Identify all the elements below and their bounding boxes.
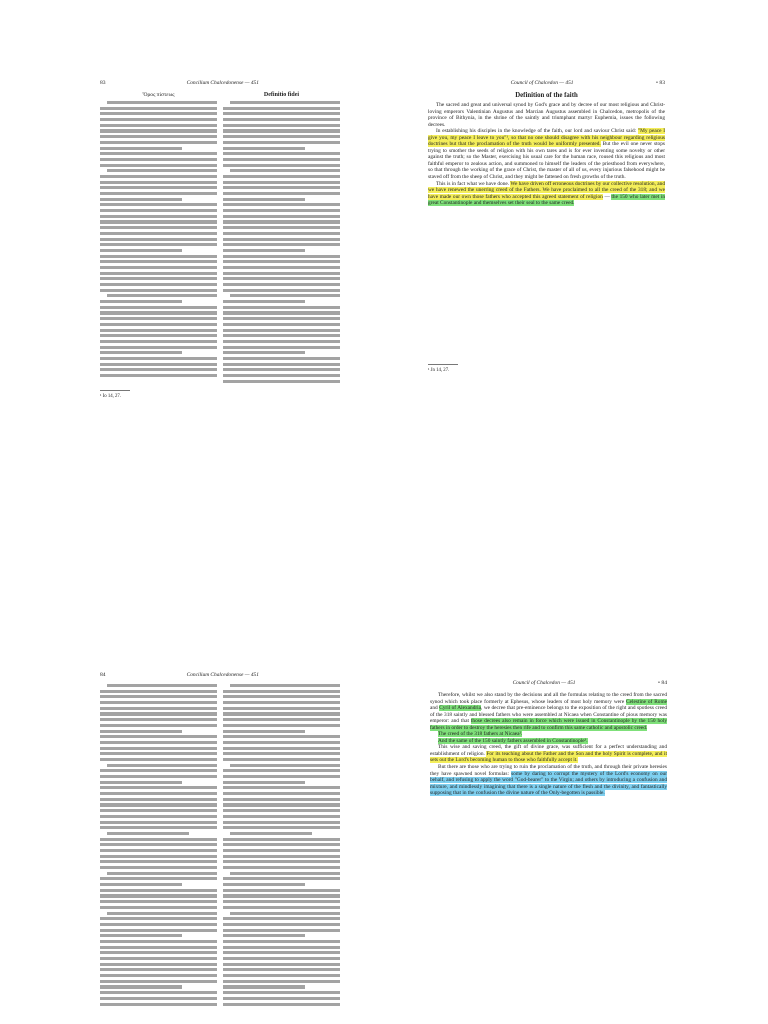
text-line bbox=[100, 974, 217, 977]
text-line bbox=[100, 769, 217, 772]
text-line bbox=[223, 781, 305, 784]
text-line bbox=[223, 175, 340, 178]
text-line bbox=[223, 718, 340, 721]
text-line bbox=[223, 741, 340, 744]
text-line bbox=[223, 129, 340, 132]
text-line bbox=[100, 718, 217, 721]
text-line bbox=[100, 260, 217, 263]
text-line bbox=[100, 135, 217, 138]
text-line bbox=[100, 752, 217, 755]
running-head bbox=[100, 80, 340, 86]
text-line bbox=[230, 872, 340, 875]
text-line bbox=[223, 215, 340, 218]
highlight-yellow: We have driven off erroneous doctrines by our collective resolution, and we have renewed the unerring creed of the Fathers. We have proclaimed to all the creed of the 318; and we have made our own those fathers who accepted this agreed statement of religion bbox=[428, 180, 665, 200]
text-line bbox=[100, 141, 217, 144]
text-line bbox=[223, 974, 340, 977]
page-83-english bbox=[428, 80, 665, 470]
text-line bbox=[107, 832, 189, 835]
text-line bbox=[100, 283, 217, 286]
bilingual-columns bbox=[100, 684, 340, 1006]
text-line bbox=[223, 141, 340, 144]
text-line bbox=[100, 894, 217, 897]
text-line bbox=[223, 380, 340, 383]
text-line bbox=[223, 260, 340, 263]
text-line bbox=[223, 203, 340, 206]
text-line bbox=[100, 690, 217, 693]
text-line bbox=[223, 786, 340, 789]
text-line bbox=[100, 147, 182, 150]
text-line bbox=[223, 877, 340, 880]
greek-column bbox=[100, 684, 217, 1006]
highlight-green: And the same of the 150 saintly fathers assembled in Constantinople³. bbox=[438, 737, 588, 744]
text-line bbox=[100, 792, 217, 795]
text-line bbox=[100, 781, 182, 784]
running-head bbox=[428, 80, 665, 86]
text-line bbox=[223, 329, 340, 332]
text: , we decree that pre-eminence belongs to the exposition of the right and spotless creed of the 318 saintly and blessed fathers who were assembled at Nicaea when Constantine of pious memory was emperor: and that bbox=[430, 705, 667, 725]
text-line bbox=[223, 968, 340, 971]
text-line bbox=[223, 866, 340, 869]
text-line bbox=[223, 803, 340, 806]
text-line bbox=[107, 872, 217, 875]
page-84-greek-latin bbox=[100, 672, 340, 1024]
text: But there are those who are trying to ruin the proclamation of the truth, and through their private heresies they have spawned novel formulas: bbox=[430, 764, 667, 777]
text-line bbox=[100, 118, 217, 121]
text-line bbox=[223, 112, 340, 115]
text-line bbox=[223, 809, 340, 812]
text-line bbox=[223, 300, 305, 303]
text-line bbox=[100, 112, 217, 115]
text-line bbox=[223, 238, 340, 241]
text-line bbox=[223, 923, 340, 926]
text-line bbox=[223, 164, 340, 167]
text-line bbox=[100, 877, 217, 880]
text-line bbox=[223, 900, 340, 903]
text-line bbox=[107, 294, 217, 297]
text-line bbox=[100, 351, 182, 354]
text-line bbox=[100, 838, 217, 841]
text-line bbox=[223, 849, 340, 852]
paragraph-3 bbox=[428, 181, 665, 207]
text-line bbox=[223, 758, 340, 761]
page-number: 83 bbox=[100, 80, 106, 86]
text-line bbox=[223, 940, 340, 943]
footnote-rule bbox=[428, 364, 458, 365]
text-line bbox=[223, 860, 340, 863]
text-line bbox=[223, 889, 340, 892]
greek-column bbox=[100, 92, 217, 383]
text-line bbox=[223, 985, 305, 988]
text-line bbox=[100, 741, 217, 744]
text-line bbox=[100, 889, 217, 892]
text-line bbox=[100, 866, 217, 869]
text-line bbox=[100, 107, 217, 110]
highlight-green: those decrees also remain in force which were issued in Constantinople by the 150 holy fathers in order to destroy the heresies then rife and to confirm this same catholic and apostolic creed. bbox=[430, 718, 667, 731]
text-line bbox=[223, 351, 305, 354]
text-line bbox=[100, 843, 217, 846]
text-line bbox=[100, 951, 217, 954]
greek-text-block bbox=[100, 101, 217, 377]
running-head bbox=[100, 672, 340, 678]
text: and bbox=[430, 705, 440, 712]
text-line bbox=[100, 991, 217, 994]
text-line bbox=[100, 311, 217, 314]
text-line bbox=[100, 815, 217, 818]
text-line bbox=[100, 798, 217, 801]
text-line bbox=[100, 220, 217, 223]
text-line bbox=[100, 906, 217, 909]
text-line bbox=[100, 323, 217, 326]
text-line bbox=[223, 798, 340, 801]
text-line bbox=[100, 277, 217, 280]
text-line bbox=[100, 232, 217, 235]
text-line bbox=[107, 764, 217, 767]
running-title: Concilium Chalcedonense — 451 bbox=[186, 672, 259, 678]
text-line bbox=[223, 226, 340, 229]
text-line bbox=[223, 289, 340, 292]
text-line bbox=[223, 186, 340, 189]
highlight-green: Celestine of Rome bbox=[626, 698, 667, 705]
text-line bbox=[223, 951, 340, 954]
text-line bbox=[100, 900, 217, 903]
text-line bbox=[223, 118, 340, 121]
text-line bbox=[100, 929, 217, 932]
text-line bbox=[100, 803, 217, 806]
text-line bbox=[223, 272, 340, 275]
text: In establishing his disciples in the knowledge of the faith, our lord and saviour Christ said: bbox=[436, 128, 638, 135]
text-line bbox=[100, 747, 217, 750]
text-line bbox=[100, 300, 182, 303]
bilingual-columns bbox=[100, 92, 340, 383]
text-line bbox=[223, 306, 340, 309]
text-line bbox=[223, 135, 340, 138]
text-line bbox=[100, 957, 217, 960]
running-title: Concilium Chalcedonense — 451 bbox=[186, 80, 259, 86]
text-line bbox=[100, 152, 217, 155]
text-line bbox=[100, 923, 217, 926]
text: This wise and saving creed, the gift of divine grace, was sufficient for a perfect understanding and establishment of religion. bbox=[430, 744, 667, 757]
text-line bbox=[100, 849, 217, 852]
text-line bbox=[223, 158, 340, 161]
text-line bbox=[223, 769, 340, 772]
text-line bbox=[230, 832, 312, 835]
page-number: • 84 bbox=[658, 680, 667, 686]
text-line bbox=[223, 735, 340, 738]
highlight-green: the 150 who later met in great Constantinople and themselves set their seal to the same creed. bbox=[428, 193, 665, 207]
text-line bbox=[223, 311, 340, 314]
text-line bbox=[100, 997, 217, 1000]
text-line bbox=[223, 198, 305, 201]
highlight-yellow: For its teaching about the Father and the Son and the holy Spirit is complete, and it sets out the Lord's becoming human to those who faithfully accept it. bbox=[430, 750, 667, 764]
text-line bbox=[107, 101, 217, 104]
text-line bbox=[230, 764, 340, 767]
text-line bbox=[223, 934, 305, 937]
text-line bbox=[223, 695, 340, 698]
page-84-english bbox=[430, 680, 667, 940]
footnote: ¹ Jn 14, 27. bbox=[428, 367, 450, 373]
text-line bbox=[100, 124, 217, 127]
text-line bbox=[223, 701, 340, 704]
text-line bbox=[100, 306, 217, 309]
latin-text-block bbox=[223, 684, 340, 1006]
text-line bbox=[223, 775, 340, 778]
text-line bbox=[223, 724, 340, 727]
text-line bbox=[223, 747, 340, 750]
paragraph-2 bbox=[428, 128, 665, 180]
text-line bbox=[100, 1003, 217, 1006]
text-line bbox=[100, 266, 217, 269]
text: Therefore, whilst we also stand by the decisions and all the formulas relating to the creed from the sacred synod which took place formerly at Ephesus, whose leaders of most holy memory were bbox=[430, 692, 667, 705]
text-line bbox=[230, 169, 340, 172]
text-line bbox=[100, 809, 217, 812]
text-line bbox=[100, 826, 217, 829]
text-line bbox=[100, 340, 217, 343]
page-83-greek-latin bbox=[100, 80, 340, 455]
text-line bbox=[100, 215, 217, 218]
text-line bbox=[100, 934, 182, 937]
text-line bbox=[223, 730, 305, 733]
text-line bbox=[100, 289, 217, 292]
text-line bbox=[100, 334, 217, 337]
text-line bbox=[100, 186, 217, 189]
text-line bbox=[100, 940, 217, 943]
text-line bbox=[223, 181, 340, 184]
text-line bbox=[100, 917, 217, 920]
text-line bbox=[100, 164, 217, 167]
text-line bbox=[223, 917, 340, 920]
text-line bbox=[223, 277, 340, 280]
text-line bbox=[100, 198, 182, 201]
text-line bbox=[100, 175, 217, 178]
text-line bbox=[100, 724, 217, 727]
paragraph-4 bbox=[430, 744, 667, 764]
text-line bbox=[100, 255, 217, 258]
text-line bbox=[223, 323, 340, 326]
text-line bbox=[100, 317, 217, 320]
text-line bbox=[223, 957, 340, 960]
text-line bbox=[107, 912, 217, 915]
text-line bbox=[100, 695, 217, 698]
latin-column bbox=[223, 684, 340, 1006]
greek-text-block bbox=[100, 684, 217, 1006]
text-line bbox=[100, 730, 182, 733]
text-line bbox=[100, 712, 217, 715]
text-line bbox=[223, 946, 340, 949]
text-line bbox=[100, 968, 217, 971]
greek-title: Ὅρος πίστεως bbox=[142, 92, 175, 98]
text-line bbox=[100, 368, 217, 371]
text-line bbox=[100, 963, 217, 966]
text-line bbox=[107, 684, 217, 687]
latin-column bbox=[223, 92, 340, 383]
highlight-green: Cyril of Alexandria bbox=[439, 705, 482, 712]
text-line bbox=[223, 906, 340, 909]
text-line bbox=[100, 821, 217, 824]
paragraph-1 bbox=[430, 692, 667, 731]
text-line bbox=[100, 855, 217, 858]
text-line bbox=[223, 826, 340, 829]
latin-title: Definitio fidei bbox=[263, 92, 300, 98]
text-line bbox=[230, 684, 340, 687]
text-line bbox=[223, 883, 305, 886]
text-line bbox=[100, 329, 217, 332]
text-line bbox=[223, 363, 340, 366]
text-line bbox=[223, 752, 340, 755]
text-line bbox=[100, 158, 217, 161]
text-line bbox=[223, 147, 305, 150]
text-line bbox=[100, 374, 217, 377]
text: But the evil one never stops trying to smother the seeds of religion with his own tares and is for ever inventing some novelty or other against the truth; so the Master, exercising his usual care for the human race, roused this religious and most faithful emperor to zealous action, and summoned to himself the leaders of the priesthood from everywhere, so that through the working of the grace of Christ, the master of all of us, every injurious falsehood might be staved off from the sheep of Christ, and they might be fattened on fresh growths of the truth. bbox=[428, 141, 665, 181]
text-line bbox=[230, 912, 340, 915]
text-line bbox=[100, 980, 217, 983]
text-line bbox=[100, 357, 217, 360]
text: — bbox=[602, 193, 612, 200]
text-line bbox=[223, 340, 340, 343]
text-line bbox=[100, 786, 217, 789]
text-line bbox=[223, 821, 340, 824]
text-line bbox=[100, 181, 217, 184]
text-line bbox=[223, 249, 305, 252]
highlight-green: The creed of the 318 fathers at Nicaea². bbox=[438, 731, 523, 738]
text-line bbox=[223, 317, 340, 320]
text-line bbox=[223, 124, 340, 127]
text-line bbox=[223, 707, 340, 710]
text-line bbox=[230, 294, 340, 297]
text-line bbox=[223, 243, 340, 246]
text-line bbox=[100, 363, 217, 366]
footnote: ¹ Io 14, 27. bbox=[100, 393, 122, 399]
text-line bbox=[100, 883, 182, 886]
text-line bbox=[223, 266, 340, 269]
text-line bbox=[223, 894, 340, 897]
text-line bbox=[100, 735, 217, 738]
text-line bbox=[100, 701, 217, 704]
text-line bbox=[223, 843, 340, 846]
paragraph-5 bbox=[430, 764, 667, 797]
text-line bbox=[223, 997, 340, 1000]
text-line bbox=[107, 169, 217, 172]
text-line bbox=[223, 963, 340, 966]
text-line bbox=[100, 192, 217, 195]
text-line bbox=[100, 203, 217, 206]
page-number: • 83 bbox=[656, 80, 665, 86]
text-line bbox=[100, 238, 217, 241]
text-line bbox=[100, 249, 182, 252]
text-line bbox=[223, 991, 340, 994]
text-line bbox=[100, 226, 217, 229]
text-line bbox=[223, 929, 340, 932]
text-line bbox=[100, 243, 217, 246]
text-line bbox=[223, 838, 340, 841]
text-line bbox=[100, 946, 217, 949]
text-line bbox=[223, 346, 340, 349]
text-line bbox=[223, 152, 340, 155]
text-line bbox=[223, 792, 340, 795]
text-line bbox=[223, 374, 340, 377]
text-line bbox=[223, 1003, 340, 1006]
text-line bbox=[100, 758, 217, 761]
running-title: Council of Chalcedon — 451 bbox=[512, 680, 576, 686]
text-line bbox=[223, 209, 340, 212]
highlight-blue: some by daring to corrupt the mystery of the Lord's economy on our behalf, and refusing to apply the word "God-bearer" to the Virgin; and others by introducing a confusion and mixture, and mindlessly imagining that there is a single nature of the flesh and the divinity, and fantastically supposing that in the confusion the divine nature of the Only-begotten is passible. bbox=[430, 770, 667, 797]
highlight-yellow: "My peace I give you, my peace I leave to you"¹, so that no one should disagree with his neighbour regarding religious doctrines but that the proclamation of the truth would be uniformly presented. bbox=[428, 128, 665, 148]
text-line bbox=[100, 775, 217, 778]
text-line bbox=[100, 129, 217, 132]
paragraph-1: The sacred and great and universal synod by God's grace and by decree of our most religious and Christ-loving emperors Valentinian Augustus and Marcian Augustus assembled in Chalcedon, metropolis of the province of Bithynia, in the shrine of the saintly and triumphant martyr Euphemia, issues the following decrees. bbox=[428, 102, 665, 128]
text: This is in fact what we have done. bbox=[436, 180, 511, 187]
text-line bbox=[223, 980, 340, 983]
text-line bbox=[223, 855, 340, 858]
text-line bbox=[223, 334, 340, 337]
text-line bbox=[223, 192, 340, 195]
running-title: Council of Chalcedon — 451 bbox=[510, 80, 574, 86]
text-line bbox=[223, 690, 340, 693]
text-line bbox=[100, 346, 217, 349]
text-line bbox=[230, 101, 340, 104]
text-line bbox=[223, 815, 340, 818]
text-line bbox=[100, 272, 217, 275]
text-line bbox=[100, 985, 182, 988]
text-line bbox=[100, 707, 217, 710]
text-line bbox=[223, 107, 340, 110]
text-line bbox=[223, 712, 340, 715]
text-line bbox=[223, 357, 340, 360]
text-line bbox=[100, 860, 217, 863]
latin-text-block bbox=[223, 101, 340, 383]
text-line bbox=[223, 368, 340, 371]
text-line bbox=[223, 283, 340, 286]
page-number: 84 bbox=[100, 672, 106, 678]
text-line bbox=[100, 209, 217, 212]
footnote-rule bbox=[100, 390, 130, 391]
running-head bbox=[430, 680, 667, 686]
text-line bbox=[223, 220, 340, 223]
section-title: Definition of the faith bbox=[515, 92, 578, 99]
text-line bbox=[223, 255, 340, 258]
text-line bbox=[223, 232, 340, 235]
